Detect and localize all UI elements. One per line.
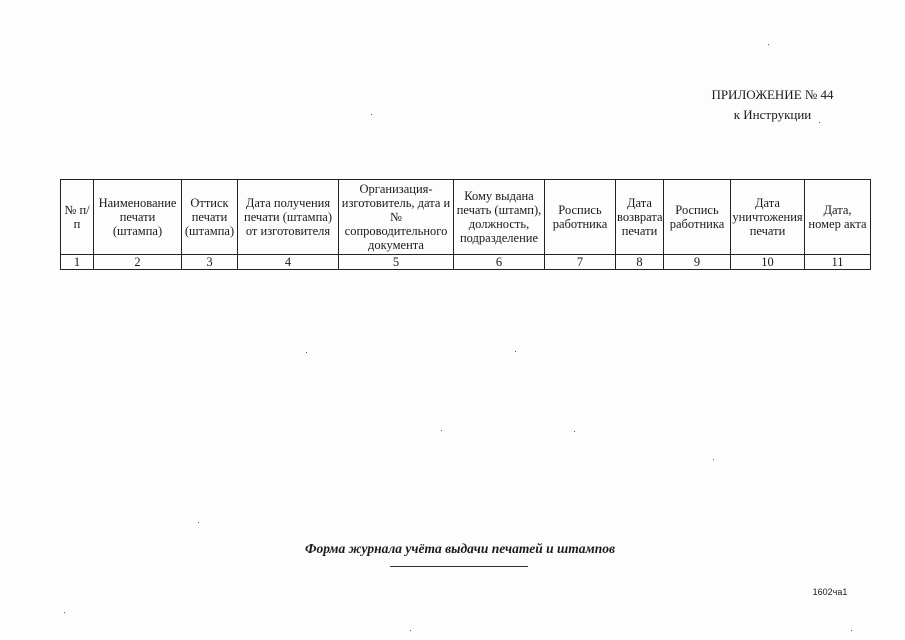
header-cell: № п/п	[61, 180, 94, 255]
header-cell: Наименование печати (штампа)	[94, 180, 182, 255]
column-number-cell: 6	[454, 255, 545, 270]
column-number-cell: 10	[731, 255, 805, 270]
column-number-cell: 2	[94, 255, 182, 270]
scan-speck	[410, 630, 411, 631]
scan-speck	[441, 430, 442, 431]
header-cell: Дата уничтожения печати	[731, 180, 805, 255]
table-header-row	[61, 180, 871, 255]
scan-speck	[713, 459, 714, 460]
column-number-cell: 4	[238, 255, 339, 270]
header-cell: Оттиск печати (штампа)	[182, 180, 238, 255]
header-cell: Дата получения печати (штампа) от изготовителя	[238, 180, 339, 255]
column-number-cell: 3	[182, 255, 238, 270]
header-cell: Дата, номер акта	[805, 180, 871, 255]
form-caption: Форма журнала учёта выдачи печатей и штампов	[305, 541, 615, 556]
column-number-cell: 11	[805, 255, 871, 270]
scan-speck	[64, 612, 65, 613]
header-cell: Кому выдана печать (штамп), должность, подразделение	[454, 180, 545, 255]
journal-table	[60, 179, 871, 270]
column-number-cell: 9	[664, 255, 731, 270]
header-cell: Дата возврата печати	[616, 180, 664, 255]
scan-speck	[371, 114, 372, 115]
scan-speck	[851, 630, 852, 631]
column-number-cell: 8	[616, 255, 664, 270]
scan-speck	[198, 522, 199, 523]
scan-speck	[768, 44, 769, 45]
column-number-cell: 1	[61, 255, 94, 270]
header-cell: Организация-изготовитель, дата и № сопроводительного документа	[339, 180, 454, 255]
header-cell: Роспись работника	[545, 180, 616, 255]
header-cell: Роспись работника	[664, 180, 731, 255]
document-code: 1602ча1	[812, 587, 848, 597]
caption-underline	[390, 566, 528, 567]
scan-speck	[819, 122, 820, 123]
column-number-cell: 5	[339, 255, 454, 270]
scan-speck	[515, 351, 516, 352]
column-number-cell: 7	[545, 255, 616, 270]
column-number-row	[61, 255, 871, 270]
scan-speck	[574, 431, 575, 432]
appendix-title: ПРИЛОЖЕНИЕ № 44	[711, 87, 834, 102]
appendix-subtitle: к Инструкции	[733, 107, 812, 122]
scan-speck	[306, 352, 307, 353]
